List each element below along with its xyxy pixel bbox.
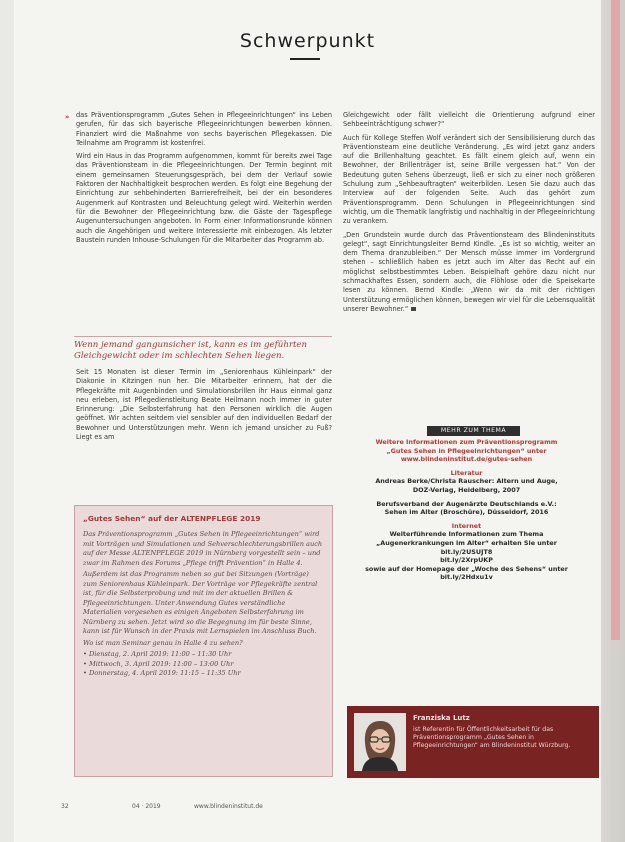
info-line: DOZ-Verlag, Heidelberg, 2007 [412,485,521,494]
info-line: Weiterführende Informationen zum Thema [389,530,544,539]
info-box [334,438,599,582]
page-number: 32 [61,803,69,810]
left-paragraph: Seit 15 Monaten ist dieser Termin im „Seniorenhaus Kühleinpark“ der Diakonie in Kitzingen nun her. Die Mitarbeiter erinnern, hat der die Pflegekräfte mit Augenbinden und Simulationsbrillen ihr Haus einmal ganz neu erleben, ist Pflegedienstleitung Beate Heilmann noch immer in guter Erinnerung: „Die Selbsterfahrung hat den Personen wirklich die Augen geöffnet. Wir achten seitdem viel sensibler auf den individuellen Bedarf der Bewohner und Unterstützungen mehr. Wenn ich jemand unsicher zu Fuß? Liegt es am [76,368,332,442]
left-paragraph: Wird ein Haus in das Programm aufgenommen, kommt für bereits zwei Tage das Präventionsteam in die Pflegeeinrichtungen. Der Termin beginnt mit einem gemeinsamen Steuerungsgespräch, bei dem der Verlauf sowie Faktoren der Nachhaltigkeit besprochen werden. Es folgt eine Begehung der Einrichtung zur sehbehinderten Barrierefreiheit, bei der ein besonderes Augenmerk auf Kontrasten und Beleuchtung gelegt wird. Weiterhin werden für die Bewohner der Pflegeeinrichtung bzw. die Gäste der Tagespflege Augenuntersuchungen angeboten. In Form einer Informationsrunde können auch die Angehörigen und weitere Interessierte mit einbezogen. Als letzter Baustein runden Inhouse-Schulungen für die Mitarbeiter das Programm ab. [76,152,332,244]
event-box [74,505,333,777]
end-mark-icon [411,307,416,311]
left-column-lower [76,368,332,446]
double-chevron-right-icon: » [65,113,70,121]
info-line: Andreas Berke/Christa Rauscher: Altern und Auge, [375,477,558,486]
info-line: Literatur [450,468,483,477]
event-date-item: • Dienstag, 2. April 2019: 11:00 – 11:30 Uhr [83,650,232,658]
more-on-topic-tag: MEHR ZUM THEMA [427,426,520,436]
left-column [76,111,332,249]
author-description: ist Referentin für Öffentlichkeitsarbeit für das Präventionsprogramm „Gutes Sehen in Pflegeeinrichtungen“ am Blindeninstitut Würzburg. [413,726,571,749]
event-date-item: • Mittwoch, 3. April 2019: 11:00 – 13:00 Uhr [83,659,234,668]
author-name: Franziska Lutz [413,714,470,722]
left-paragraph: das Präventionsprogramm „Gutes Sehen in Pflegeeinrichtungen“ ins Leben gerufen, für das sich bayerische Pflegeeinrichtungen bewerben können. Finanziert wird die Maßnahme von sechs bayerischen Pflegekassen. Die Teilnahme am Programm ist kostenfrei. [76,111,332,147]
magazine-page [14,0,601,842]
right-column [343,111,595,318]
event-paragraph: Wo ist man Seminar genau in Halle 4 zu sehen? [83,638,243,647]
section-title: Schwerpunkt [239,30,376,52]
info-line: Sehen im Alter (Broschüre), Düsseldorf, 2016 [384,508,549,517]
event-box-title: „Gutes Sehen“ auf der ALTENPFLEGE 2019 [83,514,261,523]
title-underline [290,58,320,60]
info-line: Internet [451,521,482,530]
event-date-item: • Donnerstag, 4. April 2019: 11:15 – 11:35 Uhr [83,669,241,677]
info-line: „Gutes Sehen in Pflegeeinrichtungen“ unter [386,446,547,455]
info-line: Weitere Informationen zum Präventionsprogramm [375,438,558,446]
event-box-body [83,530,323,679]
pullquote: Wenn jemand gangunsicher ist, kann es im geführten Gleichgewicht oder im schlechten Sehen liegen. [74,340,308,361]
right-paragraph: „Den Grundstein wurde durch das Präventionsteam des Blindeninstituts gelegt“, sagt Einrichtungsleiter Bernd Kindle. „Es ist so wichtig, weiter an dem Thema dranzubleiben.“ Der Mensch müsse immer im Vordergrund stehen – schließlich haben es jetzt auch im Alter das Recht auf ein möglichst selbstbestimmtes Leben. Beispielhaft gehöre dazu nicht nur schmackhaftes Essen, sondern auch, die Flöhlose oder die Speisekarte lesen zu können. Bernd Kindle: „Wenn wir da mit der richtigen Unterstützung ermöglichen können, bewegen wir viel für die Lebensqualität unserer Bewohner.“ [343,230,595,313]
info-line: bit.ly/2USUJT8 [440,547,493,556]
right-paragraph: Auch für Kollege Steffen Wolf verändert sich der Sensibilisierung durch das Präventionsteam eine deutliche Veränderung. „Es wird jetzt ganz anders auf die Brillenhaltung geachtet. Es fällt einem gleich auf, wenn ein Bewohner, der Brillenträger ist, seine Brille vergessen hat.“ Von der Bedeutung guten Sehens überzeugt, ließ er sich zu einer noch größeren Schulung zum „Sehbeauftragten“ weiterbilden. Lesen Sie dazu auch das Interview auf der folgenden Seite. Auch das gehört zum Präventionsprogramm. Denn Schulungen in Pflegeeinrichtungen sind wichtig, um die Thematik langfristig und nachhaltig in der Pflegeeinrichtung zu verankern. [343,133,595,226]
author-box [347,706,599,778]
footer-url: www.blindeninstitut.de [194,803,263,810]
event-paragraph: Das Präventionsprogramm „Gutes Sehen in Pflegeeinrichtungen“ wird mit Vorträgen und Simulationen und Sehverschlechterungsbrillen auch auf der Messe ALTENPFLEGE 2019 in Nürnberg vorgestellt sein – und zwar im Rahmen des Forums „Pflege trifft Prävention“ in Halle 4. [83,530,323,567]
next-page-color-bar [611,0,620,640]
info-line: sowie auf der Homepage der „Woche des Sehens“ unter [365,564,568,573]
info-line: Berufsverband der Augenärzte Deutschlands e.V.: [376,499,557,508]
info-line: bit.ly/2Hdxu1v [440,573,493,582]
right-paragraph: Gleichgewicht oder fällt vielleicht die Orientierung aufgrund einer Sehbeeinträchtigung schwer?“ [343,111,595,129]
event-paragraph: Außerdem ist das Programm neben so gut bei Sitzungen (Vorträge) zum Seniorenhaus Kühleinpark. Der Vorträge vor Pflegekräfte zentral ist, für die Selbsterprobung und mit im der aktuellen Brillen & Pflegeeinrichtungen. Unter Anwendung Gutes verständliche Materialien vorgesehen es einigen Angeboten Selbsterfahrung im Nürnberg zu sehen. Jetzt wird so die Begegnung im für beste Sinne, kann ist für Wunsch in der Praxis mit Lernspielen im Anschluss Buch. [83,570,318,635]
info-line: bit.ly/2XrpUKP [440,556,493,565]
issue-label: 04 · 2019 [132,803,161,810]
pullquote-rule [74,336,332,337]
info-line: „Augenerkrankungen im Alter“ erhalten Sie unter [376,538,557,547]
info-line: www.blindeninstitut.de/gutes-sehen [400,455,533,464]
avatar [354,713,406,771]
